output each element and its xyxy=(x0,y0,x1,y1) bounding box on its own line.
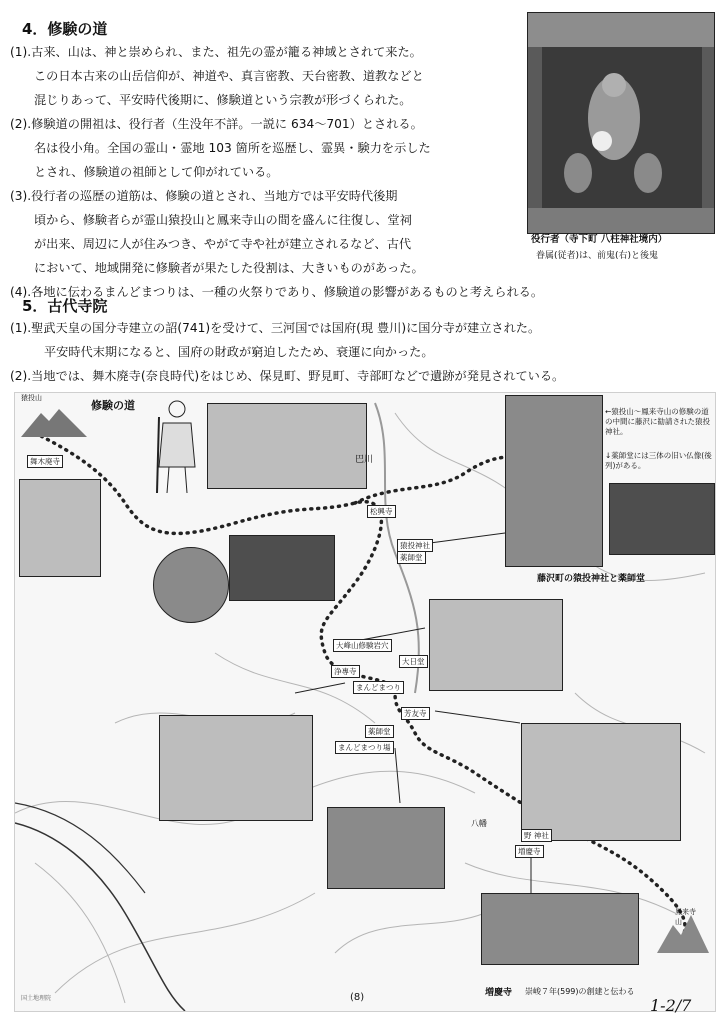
p4-3-line1: 役行者の巡歴の道筋は、修験の道とされ、当地方では平安時代後期 xyxy=(31,189,398,203)
photo-fujisawa-shrine xyxy=(505,395,603,567)
en-no-gyoja-statue-photo xyxy=(527,12,715,234)
label-zokeiji: 増慶寺 xyxy=(515,845,544,858)
monk-icon xyxy=(153,397,199,497)
label-joseiji: 浄專寺 xyxy=(331,665,360,678)
section4-body xyxy=(10,40,544,304)
label-mando1: まんどまつり xyxy=(353,681,404,694)
p4-2-line3: とされ、修験道の祖師として仰がれている。 xyxy=(34,165,279,179)
label-maigi: 舞木廃寺 xyxy=(27,455,63,468)
shugen-route-map xyxy=(14,392,716,1012)
label-sanage-shrine: 猿投神社 xyxy=(397,539,433,552)
label-dainichido: 大日堂 xyxy=(399,655,428,668)
p4-1-line2: この日本古来の山岳信仰が、神道や、真言密教、天台密教、道教などと xyxy=(34,69,424,83)
p4-1-num: (1). xyxy=(10,45,32,59)
statue-caption-1: 役行者（寺下町 八柱神社境内） xyxy=(531,234,668,245)
p4-4-num: (4). xyxy=(10,285,32,299)
p4-3-line2: 頃から、修験者らが霊山猿投山と鳳来寺山の間を盛んに往復し、堂祠 xyxy=(34,213,412,227)
place-horaiji: 鳳来寺山 xyxy=(675,908,696,926)
map-title: 修験の道 xyxy=(91,399,135,412)
p4-3-line4: において、地域開発に修験者が果たした役割は、大きいものがあった。 xyxy=(34,261,424,275)
label-yakushido-2: 薬師堂 xyxy=(365,725,394,738)
label-omine: 大峰山修験岩穴 xyxy=(333,639,392,652)
mt-sanage-mark xyxy=(19,403,89,439)
label-river: 巴川 xyxy=(355,455,374,465)
statue-photo-illustration xyxy=(528,13,714,233)
photo-cave xyxy=(229,535,335,601)
label-yakushido: 薬師堂 xyxy=(397,551,426,564)
handwritten-page-note: 1-2/7 xyxy=(650,996,692,1015)
p4-2-line1: 修験道の開祖は、役行者（生没年不詳。一説に 634～701）とされる。 xyxy=(31,117,423,131)
caption-zokeiji-name: 増慶寺 xyxy=(485,988,513,998)
note-yakushido: ↓薬師堂には三体の旧い仏像(後列)がある。 xyxy=(605,451,712,470)
label-shokoji: 松興寺 xyxy=(367,505,396,518)
label-mando2: まんどまつり場 xyxy=(335,741,394,754)
p5-1-num: (1). xyxy=(10,321,32,335)
gyoja-figure-illustration xyxy=(153,397,199,497)
label-hobunji: 芳友寺 xyxy=(401,707,430,720)
caption-zokeiji-text: 崇峻７年(599)の創建と伝わる xyxy=(525,987,635,996)
map-source-footer: 国土地理院 xyxy=(21,995,52,1002)
p4-4-line1: 各地に伝わるまんどまつりは、一種の火祭りであり、修験道の影響があるものと考えられる。 xyxy=(31,285,544,299)
section5-body xyxy=(10,316,715,388)
p5-1-line2: 平安時代末期になると、国府の財政が窮迫したため、衰運に向かった。 xyxy=(44,345,434,359)
caption-fujisawa: 藤沢町の猿投神社と薬師堂 xyxy=(537,574,646,584)
photo-zokeiji-temple xyxy=(481,893,639,965)
p4-1-line1: 古来、山は、神と崇められ、また、祖先の霊が籠る神域とされて来た。 xyxy=(31,45,422,59)
photo-large-temple xyxy=(521,723,681,841)
p5-1-line1: 聖武天皇の国分寺建立の詔(741)を受けて、三河国では国府(現 豊川)に国分寺が建立された。 xyxy=(31,321,541,335)
photo-buddha-statues xyxy=(609,483,715,555)
photo-stone-statue-circle xyxy=(153,547,229,623)
p5-2-line1: 当地では、舞木廃寺(奈良時代)をはじめ、保見町、野見町、寺部町などで遺跡が発見されている。 xyxy=(31,369,565,383)
place-sanage: 猿投山 xyxy=(21,394,42,402)
p4-2-line2: 名は役小角。全国の霊山・霊地 103 箇所を巡歴し、霊異・験力を示した xyxy=(34,141,431,155)
photo-festival-visitors xyxy=(327,807,445,889)
note-fujisawa-shrine: ←猿投山～鳳来寺山の修験の道の中間に藤沢に勧請された猿投神社。 xyxy=(605,407,710,436)
label-hachiman: 八幡 xyxy=(471,819,487,828)
photo-temple-courtyard xyxy=(207,403,367,489)
p4-3-line3: が出来、周辺に人が住みつき、やがて寺や社が建立されるなど、古代 xyxy=(34,237,412,251)
p4-2-num: (2). xyxy=(10,117,32,131)
page-number: (8) xyxy=(350,992,365,1003)
section4-heading: 4．修験の道 xyxy=(22,20,108,38)
p4-3-num: (3). xyxy=(10,189,32,203)
section5-heading: 5．古代寺院 xyxy=(22,297,108,315)
mountain-icon xyxy=(19,403,89,439)
photo-maigi-ruins xyxy=(19,479,101,577)
p5-2-num: (2). xyxy=(10,369,32,383)
label-nomi-shrine: 野 神社 xyxy=(521,829,552,842)
p4-1-line3: 混じりあって、平安時代後期に、修験道という宗教が形づくられた。 xyxy=(34,93,412,107)
photo-mountain-hut-group xyxy=(429,599,563,691)
statue-caption-2: 眷属(従者)は、前鬼(右)と後鬼 xyxy=(536,251,659,261)
photo-temple-building xyxy=(159,715,313,821)
